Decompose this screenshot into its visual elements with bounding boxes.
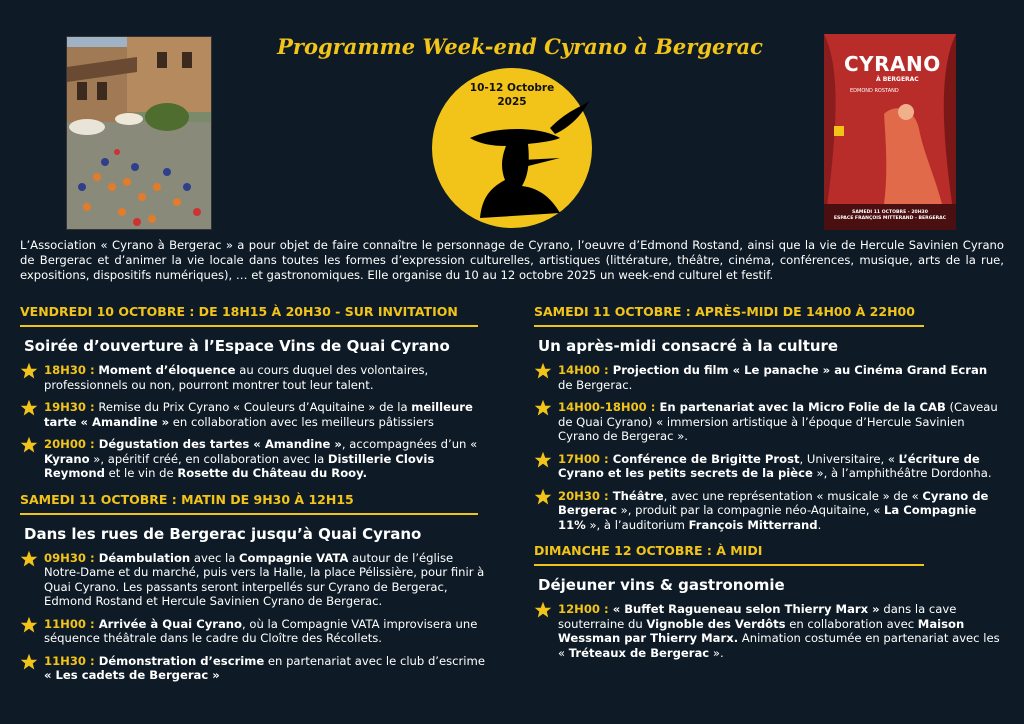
item-bold: Déambulation — [94, 550, 191, 565]
section-title: Déjeuner vins & gastronomie — [538, 576, 785, 594]
event-date-line2: 2025 — [497, 96, 527, 108]
item-time: 20H00 : — [44, 437, 95, 451]
item-time: 11H00 : — [44, 616, 95, 631]
intro-paragraph: L’Association « Cyrano à Bergerac » a pour objet de faire connaître le personnage de Cyrano, l’oeuvre d’Edmond Rostand, ainsi que la vie de Hercule Savinien Cyrano de Bergerac et d’animer la vie locale dans toutes les formes d’expression culturelles, artistiques (littérature, théâtre, cinéma, conférences, musique, arts de la rue, expositions, dispositifs numériques), … et gastronomiques. Elle organise du 10 au 12 octobre 2025 un week-end culturel et festif. — [20, 238, 1004, 282]
theatre-poster — [824, 34, 956, 230]
item-bold: « Buffet Ragueneau selon Thierry Marx » — [608, 602, 880, 616]
item-bold: Vignoble des Verdôts — [646, 616, 786, 631]
star-icon — [534, 451, 552, 469]
poster-date — [824, 210, 956, 222]
program-item — [534, 602, 1004, 660]
item-bold: Cyrano de Bergerac — [558, 488, 989, 517]
item-text: », à l’auditorium — [585, 517, 689, 532]
star-icon — [20, 399, 38, 417]
courtyard-photo — [66, 36, 212, 230]
item-time: 14H00-18H00 : — [558, 400, 656, 414]
star-icon — [534, 362, 552, 380]
item-time: 14H00 : — [558, 363, 609, 377]
program-item — [534, 452, 1004, 481]
item-bold: meilleure tarte « Amandine » — [44, 400, 473, 429]
item-bold: Arrivée à Quai Cyrano — [94, 616, 243, 631]
item-bold: Maison Wessman par Thierry Marx. — [558, 616, 965, 645]
item-bold: Kyrano — [44, 451, 90, 466]
item-text: , Universitaire, « — [799, 451, 899, 466]
program-item — [534, 363, 1004, 392]
item-bold: Tréteaux de Bergerac — [568, 645, 710, 660]
program-item — [20, 400, 490, 429]
poster-date-line2: ESPACE FRANÇOIS MITTERAND - BERGERAC — [833, 216, 947, 221]
item-bold: Théâtre — [608, 488, 664, 503]
item-text: . — [817, 517, 822, 532]
item-text: dans la cave souterraine du — [558, 602, 957, 631]
star-icon — [20, 616, 38, 634]
item-bold: L’écriture de Cyrano et les petits secrets de la pièce — [558, 451, 980, 480]
star-icon — [20, 550, 38, 568]
item-bold: Projection du film « Le panache » au Cinéma Grand Ecran — [608, 363, 988, 377]
item-bold: « Les cadets de Bergerac » — [44, 668, 220, 682]
item-text: autour de l’église Notre-Dame et du marché, puis vers la Halle, la place Pélissière, pour finir à Quai Cyrano. Les passants seront interpellés sur Cyrano de Bergerac, Edmond Rostand et Hercule Savinien Cyrano de Bergerac. — [44, 550, 485, 608]
section-title: Dans les rues de Bergerac jusqu’à Quai Cyrano — [24, 524, 422, 543]
item-text: avec la — [190, 550, 240, 565]
left-column — [20, 301, 490, 691]
item-bold: Distillerie Clovis Reymond — [44, 451, 435, 480]
item-time: 18H30 : — [44, 363, 95, 377]
item-text: Animation costumée en partenariat avec les « — [558, 631, 1000, 660]
program-item — [20, 363, 490, 392]
item-text: », apéritif créé, en collaboration avec la — [89, 451, 328, 466]
item-text: et le vin de — [104, 466, 178, 480]
right-column — [534, 301, 1004, 668]
item-text: , où la Compagnie VATA improvisera une séquence théâtrale dans le cadre du Cloître des Récollets. — [44, 616, 478, 645]
item-text: au cours duquel des volontaires, professionnels ou non, pourront montrer tout leur talent. — [44, 363, 429, 392]
program-item — [534, 489, 1004, 533]
program-item — [20, 551, 490, 609]
section-title: Un après-midi consacré à la culture — [538, 337, 839, 355]
item-text: ». — [709, 645, 724, 660]
item-bold: Démonstration d’escrime — [94, 653, 265, 668]
program-item — [20, 437, 490, 481]
item-time: 11H30 : — [44, 653, 95, 668]
star-icon — [534, 601, 552, 619]
item-time: 20H30 : — [558, 488, 609, 503]
day-header: SAMEDI 11 OCTOBRE : APRÈS-MIDI DE 14H00 À 22H00 — [534, 303, 924, 327]
poster-date-line1: SAMEDI 11 OCTOBRE - 20H30 — [852, 210, 928, 215]
item-bold: La Compagnie 11% — [558, 503, 977, 532]
item-time: 19H30 : — [44, 400, 95, 414]
item-text: », à l’amphithéâtre Dordonha. — [812, 466, 992, 480]
poster-title: CYRANO — [844, 52, 941, 76]
item-time: 17H00 : — [558, 451, 609, 466]
item-text: Remise du Prix Cyrano « Couleurs d’Aquitaine » de la — [94, 400, 412, 414]
poster-author: EDMOND ROSTAND — [850, 88, 899, 94]
item-time: 09H30 : — [44, 550, 95, 565]
item-bold: Conférence de Brigitte Prost — [608, 451, 800, 466]
item-bold: Moment d’éloquence — [98, 363, 236, 377]
item-bold: Rosette du Château du Rooy. — [177, 466, 368, 480]
section-title: Soirée d’ouverture à l’Espace Vins de Quai Cyrano — [24, 337, 450, 355]
event-date-line1: 10-12 Octobre — [469, 82, 555, 94]
item-text: de Bergerac. — [558, 377, 633, 392]
star-icon — [20, 362, 38, 380]
star-icon — [534, 399, 552, 417]
star-icon — [20, 436, 38, 454]
item-time: 12H00 : — [558, 602, 609, 616]
star-icon — [20, 653, 38, 671]
item-text: en partenariat avec le club d’escrime — [264, 653, 485, 668]
program-item — [20, 654, 490, 683]
cyrano-moon-logo — [410, 68, 614, 228]
poster-subtitle: À BERGERAC — [876, 76, 919, 83]
item-text: en collaboration avec — [785, 616, 918, 631]
item-text: en collaboration avec les meilleurs pâtissiers — [169, 414, 434, 429]
page-title: Programme Week-end Cyrano à Bergerac — [277, 34, 763, 59]
day-header: SAMEDI 11 OCTOBRE : MATIN DE 9H30 À 12H15 — [20, 491, 478, 515]
item-bold: Compagnie VATA — [239, 550, 349, 565]
program-item — [534, 400, 1004, 444]
day-header: DIMANCHE 12 OCTOBRE : À MIDI — [534, 542, 924, 566]
item-text: (Caveau de Quai Cyrano) « immersion artistique à l’époque d’Hercule Savinien Cyrano de Bergerac ». — [558, 400, 998, 443]
program-item — [20, 617, 490, 646]
day-header: VENDREDI 10 OCTOBRE : DE 18H15 À 20H30 - SUR INVITATION — [20, 303, 478, 327]
item-text: , accompagnées d’un « — [341, 437, 478, 451]
item-bold: En partenariat avec la Micro Folie de la CAB — [655, 400, 946, 414]
item-text: », produit par la compagnie néo-Aquitaine, « — [617, 503, 885, 517]
item-bold: Dégustation des tartes « Amandine » — [94, 437, 342, 451]
item-text: , avec une représentation « musicale » de « — [663, 488, 923, 503]
item-bold: François Mitterrand — [688, 517, 818, 532]
star-icon — [534, 488, 552, 506]
